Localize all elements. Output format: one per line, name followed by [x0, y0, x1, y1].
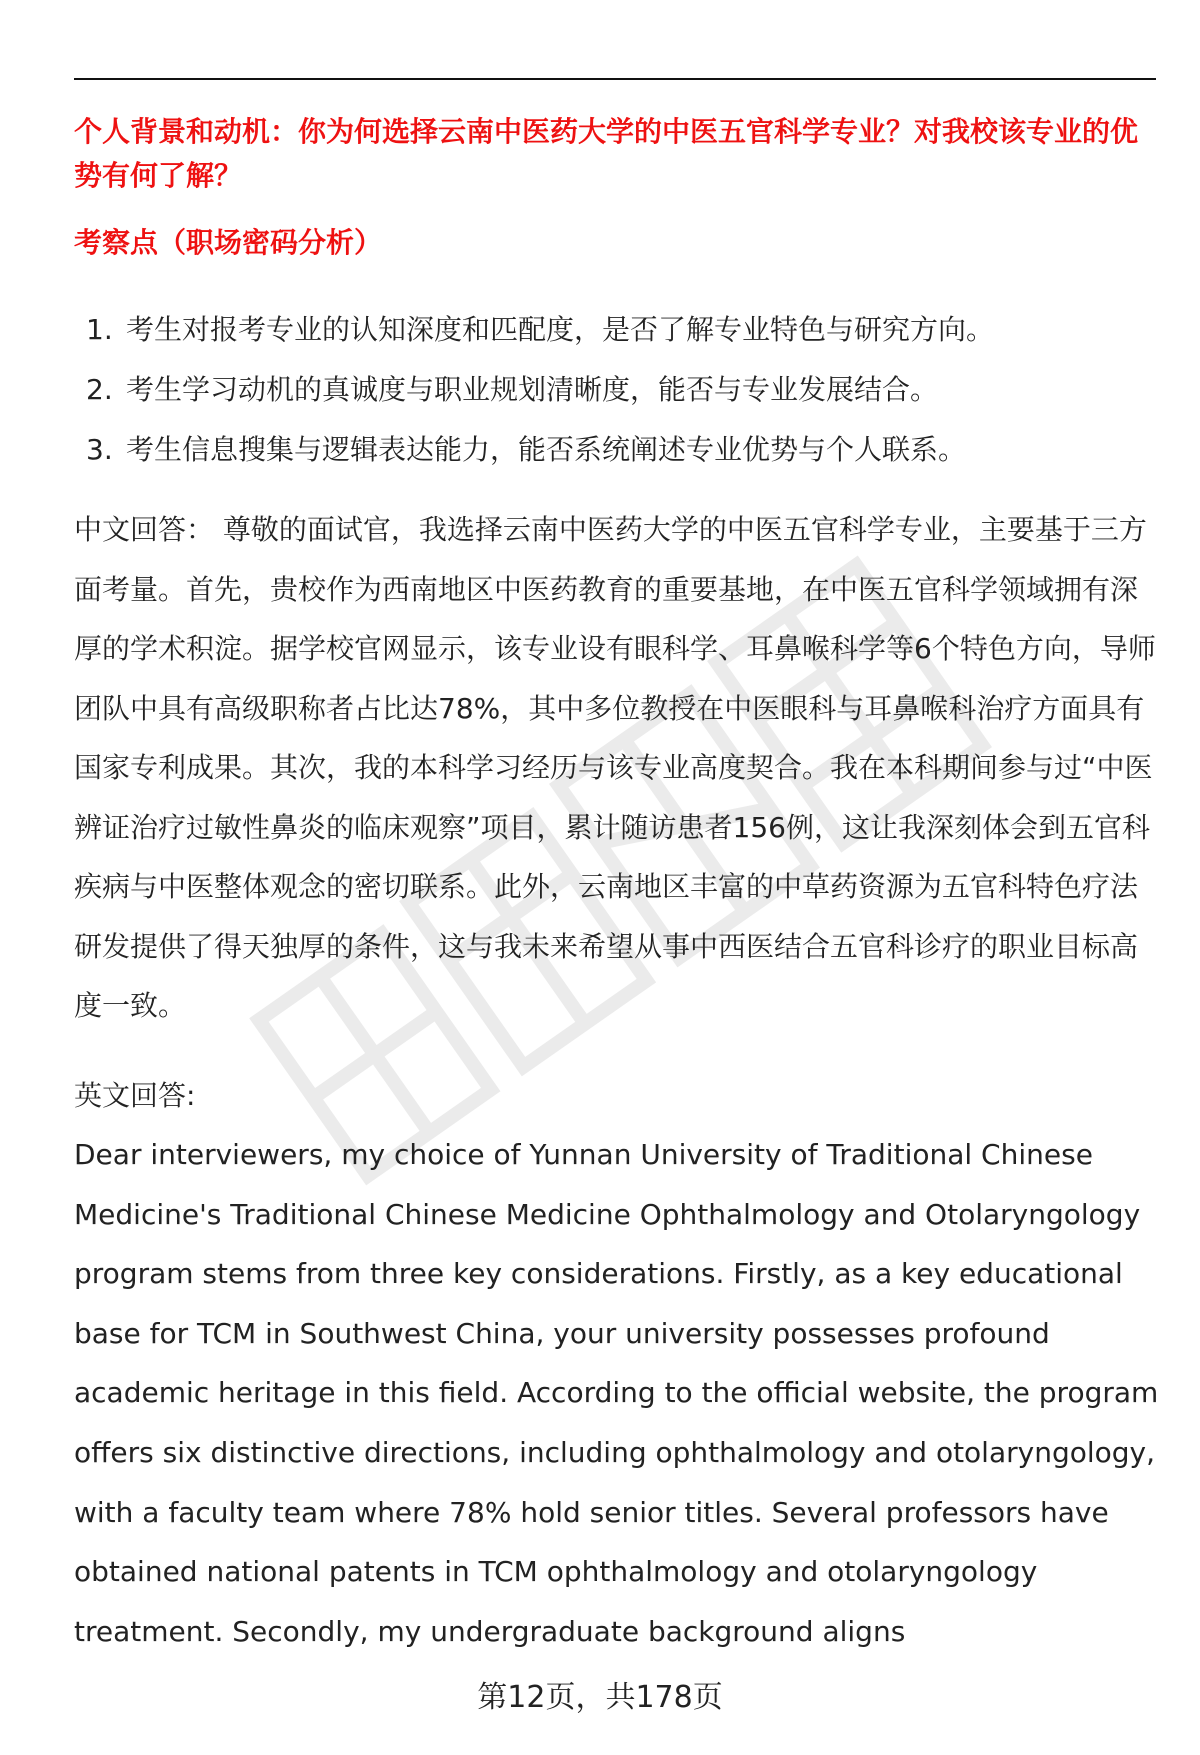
english-answer: Dear interviewers, my choice of Yunnan University of Traditional Chinese Medicine's Traditional Chinese Medicine Ophthalmology and Otolaryngology program stems from three key considerations. Firstly, as a key educational base for TCM in Southwest China, your university possesses profound academic heritage in this field. According to the official website, the program offers six distinctive directions, including ophthalmology and otolaryngology, with a faculty team where 78% hold senior titles. Several professors have obtained national patents in TCM ophthalmology and otolaryngology treatment. Secondly, my undergraduate background aligns [74, 1138, 1159, 1648]
analysis-point-number: 3. [86, 433, 113, 466]
analysis-point [74, 360, 1164, 420]
analysis-heading: 考察点（职场密码分析） [74, 226, 383, 259]
analysis-point [74, 300, 1164, 360]
page-number: 第12页，共178页 [477, 1680, 723, 1715]
top-divider [74, 78, 1156, 80]
analysis-point [74, 420, 1164, 480]
analysis-point-number: 2. [86, 373, 113, 406]
question-heading: 个人背景和动机：你为何选择云南中医药大学的中医五官科学专业？对我校该专业的优势有何了解？ [74, 115, 1139, 192]
analysis-point-text: 考生信息搜集与逻辑表达能力，能否系统阐述专业优势与个人联系。 [126, 433, 967, 466]
analysis-point-text: 考生学习动机的真诚度与职业规划清晰度，能否与专业发展结合。 [126, 373, 939, 406]
analysis-points-list [74, 300, 1164, 480]
chinese-answer: 中文回答： 尊敬的面试官，我选择云南中医药大学的中医五官科学专业，主要基于三方面考量。首先，贵校作为西南地区中医药教育的重要基地，在中医五官科学领域拥有深厚的学术积淀。据学校官网显示，该专业设有眼科学、耳鼻喉科学等6个特色方向，导师团队中具有高级职称者占比达78%，其中多位教授在中医眼科与耳鼻喉科治疗方面具有国家专利成果。其次，我的本科学习经历与该专业高度契合。我在本科期间参与过“中医辨证治疗过敏性鼻炎的临床观察”项目，累计随访患者156例，这让我深刻体会到五官科疾病与中医整体观念的密切联系。此外，云南地区丰富的中草药资源为五官科特色疗法研发提供了得天独厚的条件，这与我未来希望从事中西医结合五官科诊疗的职业目标高度一致。 [74, 513, 1156, 1022]
analysis-point-number: 1. [86, 313, 113, 346]
analysis-point-text: 考生对报考专业的认知深度和匹配度，是否了解专业特色与研究方向。 [126, 313, 995, 346]
english-answer-label: 英文回答: [74, 1079, 196, 1112]
